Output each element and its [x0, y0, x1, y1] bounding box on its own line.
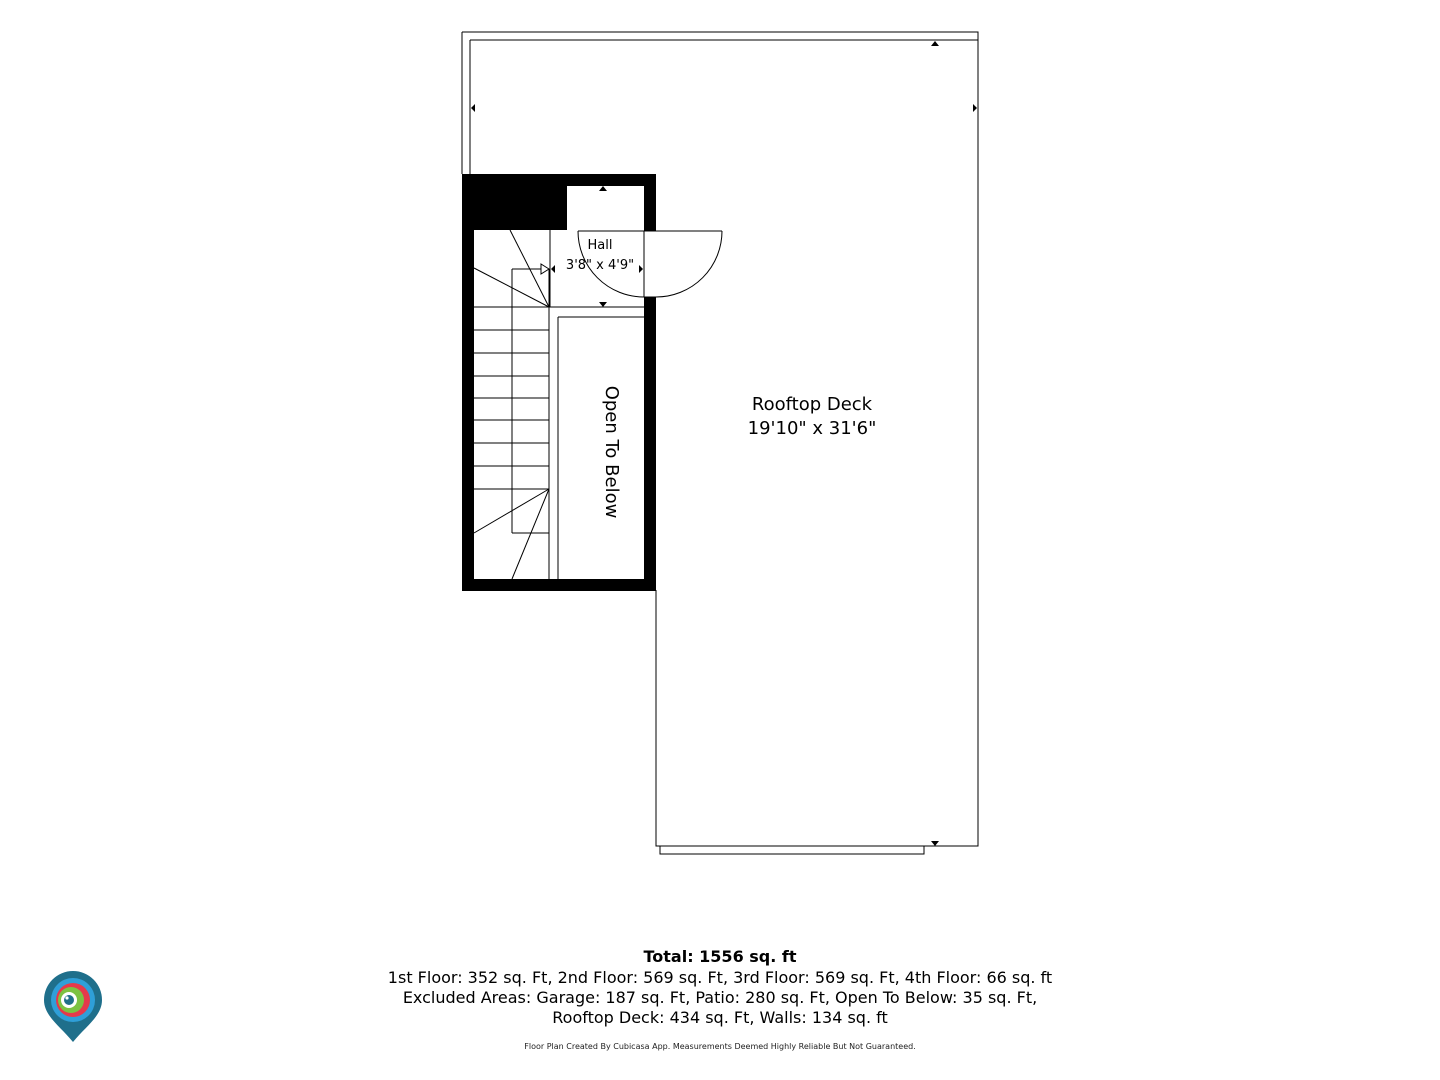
rooftop-deck-dimensions: 19'10" x 31'6": [747, 418, 877, 439]
excluded-areas-line-2: Rooftop Deck: 434 sq. Ft, Walls: 134 sq. ft: [552, 1008, 888, 1027]
floor-areas: 1st Floor: 352 sq. Ft, 2nd Floor: 569 sq. Ft, 3rd Floor: 569 sq. Ft, 4th Floor: 66 sq. ft: [387, 968, 1053, 987]
hall-name: Hall: [587, 238, 613, 253]
area-summary: [0, 946, 1440, 1051]
total-area: Total: 1556 sq. ft: [643, 947, 797, 966]
hall-lines: [550, 230, 644, 579]
hall-dimensions: 3'8" x 4'9": [565, 258, 635, 273]
staircase: [474, 230, 549, 579]
interior-walls: [462, 174, 656, 591]
credit-note: Floor Plan Created By Cubicasa App. Measurements Deemed Highly Reliable But Not Guaranteed.: [524, 1042, 916, 1051]
excluded-areas-line-1: Excluded Areas: Garage: 187 sq. Ft, Patio: 280 sq. Ft, Open To Below: 35 sq. Ft,: [402, 988, 1038, 1007]
rooftop-deck-name: Rooftop Deck: [751, 394, 873, 415]
open-to-below-label: Open To Below: [601, 385, 622, 519]
